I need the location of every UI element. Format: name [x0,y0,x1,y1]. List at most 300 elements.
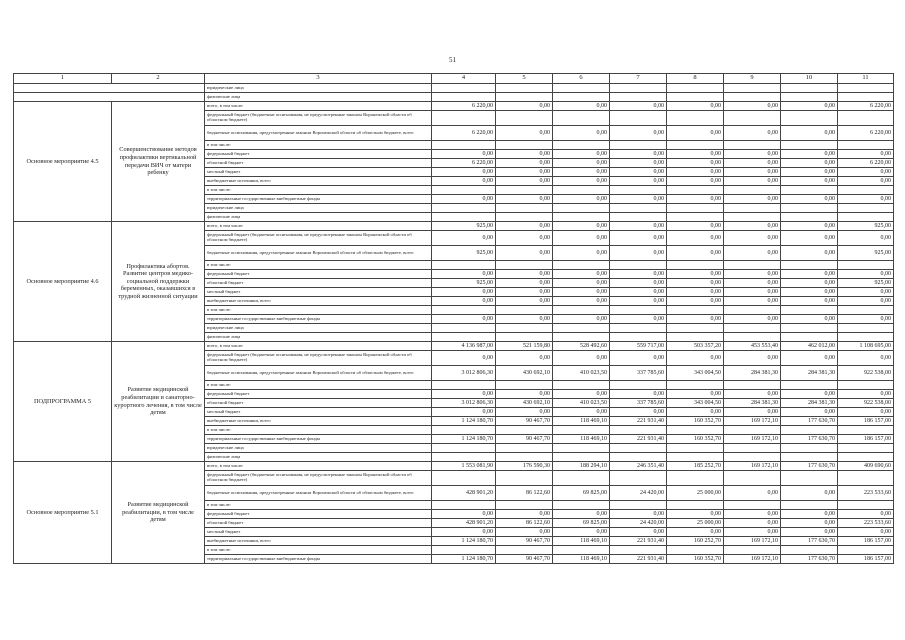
value-cell: 0,00 [496,528,553,537]
value-cell [667,204,724,213]
value-cell: 462 012,00 [781,342,838,351]
indicator-label: местный бюджет [205,288,432,297]
program-title-cell: Развитие медицинской реабилитации, в том числе детям [112,462,205,564]
value-cell: 0,00 [667,408,724,417]
value-cell: 1 108 695,00 [838,342,894,351]
indicator-label: территориальные государственные внебюджетные фонды [205,435,432,444]
program-title-cell: Развитие медицинской реабилитации и санаторно-курортного лечения, в том числе детям [112,342,205,462]
indicator-label: областной бюджет [205,399,432,408]
value-cell: 0,00 [781,150,838,159]
value-cell: 925,00 [838,279,894,288]
value-cell [610,324,667,333]
value-cell: 0,00 [667,126,724,141]
value-cell: 0,00 [496,102,553,111]
value-cell: 0,00 [724,126,781,141]
indicator-label: бюджетные ассигнования, предусмотренные законом Воронежской области об областном бюджете, всего [205,486,432,501]
value-cell: 0,00 [724,486,781,501]
value-cell [724,471,781,486]
value-cell [781,333,838,342]
value-cell: 0,00 [553,297,610,306]
value-cell: 223 533,60 [838,519,894,528]
value-cell: 90 467,70 [496,537,553,546]
value-cell [781,93,838,102]
value-cell: 0,00 [667,279,724,288]
value-cell: 0,00 [667,510,724,519]
value-cell: 0,00 [610,270,667,279]
indicator-label: внебюджетные источники, всего [205,297,432,306]
value-cell: 6 220,00 [838,126,894,141]
value-cell [838,546,894,555]
value-cell [553,141,610,150]
value-cell: 0,00 [610,528,667,537]
value-cell [724,324,781,333]
value-cell: 430 692,10 [496,366,553,381]
value-cell [838,111,894,126]
value-cell [781,471,838,486]
value-cell: 169 172,10 [724,462,781,471]
value-cell: 0,00 [496,159,553,168]
value-cell [496,501,553,510]
value-cell: 0,00 [610,288,667,297]
value-cell: 86 122,60 [496,486,553,501]
value-cell: 453 553,40 [724,342,781,351]
indicator-label: в том числе: [205,501,432,510]
indicator-label: федеральный бюджет (бюджетные ассигнования, не предусмотренные законом Воронежской области об областном бюджете) [205,471,432,486]
value-cell: 177 630,70 [781,537,838,546]
value-cell: 118 469,10 [553,417,610,426]
indicator-label: местный бюджет [205,528,432,537]
value-cell [553,444,610,453]
column-number-8: 8 [667,74,724,84]
value-cell: 90 467,70 [496,435,553,444]
value-cell: 169 172,10 [724,435,781,444]
value-cell [610,111,667,126]
value-cell: 0,00 [781,231,838,246]
value-cell: 0,00 [553,195,610,204]
value-cell: 0,00 [553,222,610,231]
value-cell [610,444,667,453]
value-cell: 337 785,60 [610,366,667,381]
value-cell: 0,00 [553,390,610,399]
value-cell: 169 172,10 [724,537,781,546]
table-body [14,74,894,564]
value-cell [781,381,838,390]
value-cell: 0,00 [432,270,496,279]
value-cell [553,111,610,126]
indicator-label: федеральный бюджет [205,270,432,279]
program-title-cell: Профилактика абортов. Развитие центров медико-социальной поддержки беременных, оказавшихся в трудной жизненной ситуации [112,222,205,342]
value-cell: 0,00 [432,351,496,366]
value-cell [781,453,838,462]
value-cell: 0,00 [610,390,667,399]
value-cell: 0,00 [781,528,838,537]
value-cell: 0,00 [781,408,838,417]
value-cell: 0,00 [553,408,610,417]
value-cell: 0,00 [432,288,496,297]
value-cell: 3 012 806,30 [432,366,496,381]
value-cell: 0,00 [838,195,894,204]
value-cell: 0,00 [667,297,724,306]
indicator-label: федеральный бюджет [205,390,432,399]
value-cell: 0,00 [724,168,781,177]
value-cell [610,501,667,510]
value-cell: 0,00 [724,246,781,261]
value-cell: 0,00 [432,150,496,159]
value-cell: 0,00 [432,510,496,519]
value-cell: 0,00 [610,246,667,261]
value-cell [667,453,724,462]
value-cell [610,426,667,435]
indicator-label: юридические лица [205,444,432,453]
value-cell: 521 159,80 [496,342,553,351]
value-cell [553,333,610,342]
value-cell: 118 469,10 [553,435,610,444]
value-cell: 0,00 [667,351,724,366]
value-cell: 0,00 [610,231,667,246]
value-cell [553,471,610,486]
value-cell: 0,00 [667,222,724,231]
value-cell: 4 136 987,00 [432,342,496,351]
value-cell: 0,00 [432,297,496,306]
empty-cell [14,84,205,93]
value-cell: 160 352,70 [667,555,724,564]
value-cell [667,444,724,453]
value-cell: 169 172,10 [724,417,781,426]
value-cell: 0,00 [610,177,667,186]
value-cell: 0,00 [553,102,610,111]
value-cell: 0,00 [432,408,496,417]
value-cell: 6 220,00 [838,102,894,111]
value-cell: 177 630,70 [781,555,838,564]
value-cell: 0,00 [724,408,781,417]
value-cell: 118 469,10 [553,537,610,546]
value-cell: 0,00 [838,168,894,177]
value-cell [496,324,553,333]
value-cell [781,501,838,510]
value-cell [432,186,496,195]
value-cell [432,306,496,315]
value-cell: 90 467,70 [496,555,553,564]
value-cell [838,204,894,213]
value-cell [496,204,553,213]
value-cell [838,444,894,453]
indicator-label: федеральный бюджет [205,150,432,159]
value-cell [496,471,553,486]
value-cell: 410 023,50 [553,366,610,381]
value-cell: 0,00 [553,150,610,159]
value-cell [667,186,724,195]
value-cell: 177 630,70 [781,435,838,444]
value-cell [432,453,496,462]
value-cell [496,453,553,462]
value-cell: 528 492,60 [553,342,610,351]
value-cell: 177 630,70 [781,462,838,471]
value-cell: 0,00 [610,351,667,366]
value-cell: 0,00 [667,150,724,159]
value-cell [496,141,553,150]
value-cell: 0,00 [781,102,838,111]
value-cell [724,333,781,342]
value-cell [724,84,781,93]
value-cell [553,501,610,510]
value-cell: 186 157,00 [838,417,894,426]
value-cell [724,546,781,555]
value-cell: 25 000,00 [667,486,724,501]
value-cell: 24 420,00 [610,486,667,501]
value-cell [667,501,724,510]
indicator-label: бюджетные ассигнования, предусмотренные законом Воронежской области об областном бюджете, всего [205,126,432,141]
value-cell: 1 553 081,90 [432,462,496,471]
value-cell: 0,00 [667,102,724,111]
table-row [14,93,894,102]
value-cell [781,84,838,93]
value-cell [838,501,894,510]
indicator-label: бюджетные ассигнования, предусмотренные законом Воронежской области об областном бюджете, всего [205,366,432,381]
indicator-label: физические лица [205,453,432,462]
value-cell: 0,00 [781,270,838,279]
value-cell [432,141,496,150]
value-cell: 0,00 [553,510,610,519]
value-cell: 0,00 [432,195,496,204]
value-cell [781,204,838,213]
value-cell [496,186,553,195]
indicator-label: внебюджетные источники, всего [205,177,432,186]
value-cell: 0,00 [724,510,781,519]
value-cell [553,261,610,270]
value-cell [496,546,553,555]
column-number-6: 6 [553,74,610,84]
value-cell [553,93,610,102]
value-cell: 0,00 [496,177,553,186]
table-row [14,84,894,93]
value-cell: 0,00 [496,195,553,204]
value-cell [724,111,781,126]
indicator-label: областной бюджет [205,519,432,528]
value-cell [781,324,838,333]
value-cell [610,333,667,342]
value-cell [724,93,781,102]
value-cell [781,141,838,150]
value-cell: 0,00 [610,126,667,141]
value-cell: 0,00 [667,246,724,261]
value-cell [432,426,496,435]
value-cell [838,453,894,462]
value-cell [724,141,781,150]
value-cell: 0,00 [667,528,724,537]
value-cell [667,213,724,222]
value-cell: 343 004,50 [667,366,724,381]
indicator-label: всего, в том числе: [205,102,432,111]
value-cell: 0,00 [610,195,667,204]
value-cell [610,213,667,222]
value-cell: 0,00 [667,195,724,204]
value-cell: 0,00 [610,315,667,324]
value-cell: 0,00 [724,159,781,168]
value-cell [781,546,838,555]
value-cell: 0,00 [724,177,781,186]
value-cell: 284 381,30 [724,399,781,408]
value-cell [724,444,781,453]
value-cell [610,381,667,390]
value-cell: 1 124 180,70 [432,537,496,546]
value-cell: 925,00 [432,279,496,288]
value-cell [838,306,894,315]
value-cell: 0,00 [432,315,496,324]
value-cell [667,261,724,270]
indicator-label: внебюджетные источники, всего [205,417,432,426]
value-cell: 69 825,00 [553,519,610,528]
value-cell: 0,00 [724,222,781,231]
value-cell [553,186,610,195]
value-cell: 0,00 [432,390,496,399]
value-cell: 284 381,30 [724,366,781,381]
indicator-label: внебюджетные источники, всего [205,537,432,546]
indicator-label: в том числе: [205,306,432,315]
value-cell: 0,00 [724,528,781,537]
indicator-label: в том числе: [205,426,432,435]
indicator-label: юридические лица [205,84,432,93]
value-cell: 284 381,30 [781,399,838,408]
value-cell [432,213,496,222]
value-cell: 0,00 [667,177,724,186]
value-cell [724,426,781,435]
value-cell: 0,00 [610,222,667,231]
value-cell [432,324,496,333]
value-cell [838,324,894,333]
value-cell: 343 004,50 [667,399,724,408]
value-cell [838,333,894,342]
value-cell: 0,00 [838,270,894,279]
value-cell: 0,00 [667,168,724,177]
value-cell: 221 931,40 [610,417,667,426]
value-cell: 69 825,00 [553,486,610,501]
indicator-label: всего, в том числе: [205,342,432,351]
column-number-7: 7 [610,74,667,84]
value-cell: 0,00 [838,528,894,537]
indicator-label: территориальные государственные внебюджетные фонды [205,315,432,324]
value-cell: 0,00 [553,177,610,186]
program-code-cell: ПОДПРОГРАММА 5 [14,342,112,462]
program-code-cell: Основное мероприятие 4.5 [14,102,112,222]
value-cell: 0,00 [724,519,781,528]
value-cell: 0,00 [667,288,724,297]
value-cell [667,333,724,342]
value-cell: 0,00 [496,279,553,288]
value-cell [496,444,553,453]
value-cell: 0,00 [667,270,724,279]
value-cell: 925,00 [838,222,894,231]
value-cell [610,186,667,195]
value-cell [781,444,838,453]
value-cell: 410 023,50 [553,399,610,408]
indicator-label: территориальные государственные внебюджетные фонды [205,555,432,564]
value-cell: 1 124 180,70 [432,417,496,426]
column-number-10: 10 [781,74,838,84]
value-cell [432,333,496,342]
value-cell: 188 294,10 [553,462,610,471]
value-cell: 221 931,40 [610,555,667,564]
value-cell: 0,00 [781,159,838,168]
column-number-row [14,74,894,84]
value-cell [724,381,781,390]
value-cell [610,306,667,315]
value-cell: 186 157,00 [838,555,894,564]
value-cell [838,84,894,93]
value-cell [496,333,553,342]
value-cell: 0,00 [781,351,838,366]
value-cell: 0,00 [496,231,553,246]
value-cell [610,453,667,462]
value-cell [781,213,838,222]
value-cell: 337 785,60 [610,399,667,408]
table-row [14,342,894,351]
value-cell [610,204,667,213]
value-cell: 0,00 [496,150,553,159]
indicator-label: в том числе: [205,141,432,150]
value-cell: 0,00 [553,168,610,177]
budget-table [13,73,894,564]
value-cell [496,93,553,102]
value-cell [724,213,781,222]
value-cell: 0,00 [667,231,724,246]
value-cell [667,546,724,555]
column-number-4: 4 [432,74,496,84]
value-cell [432,93,496,102]
indicator-label: федеральный бюджет (бюджетные ассигнования, не предусмотренные законом Воронежской области об областном бюджете) [205,351,432,366]
value-cell: 0,00 [781,279,838,288]
value-cell [667,93,724,102]
value-cell: 0,00 [496,408,553,417]
indicator-label: местный бюджет [205,168,432,177]
value-cell: 0,00 [610,102,667,111]
indicator-label: федеральный бюджет (бюджетные ассигнования, не предусмотренные законом Воронежской области об областном бюджете) [205,231,432,246]
value-cell: 0,00 [496,510,553,519]
value-cell: 0,00 [610,159,667,168]
value-cell: 6 220,00 [432,102,496,111]
value-cell: 0,00 [610,510,667,519]
value-cell: 0,00 [781,510,838,519]
value-cell: 0,00 [724,150,781,159]
value-cell: 0,00 [781,288,838,297]
value-cell [781,261,838,270]
value-cell: 186 157,00 [838,537,894,546]
value-cell: 0,00 [553,288,610,297]
value-cell [724,261,781,270]
value-cell: 0,00 [553,270,610,279]
value-cell [667,84,724,93]
value-cell: 0,00 [724,102,781,111]
table-row [14,462,894,471]
value-cell: 284 381,30 [781,366,838,381]
value-cell: 0,00 [724,288,781,297]
indicator-label: областной бюджет [205,159,432,168]
indicator-label: физические лица [205,93,432,102]
value-cell [610,93,667,102]
value-cell: 0,00 [553,315,610,324]
value-cell [781,186,838,195]
value-cell [838,141,894,150]
value-cell: 0,00 [496,297,553,306]
value-cell: 3 012 806,30 [432,399,496,408]
value-cell [496,306,553,315]
column-number-2: 2 [112,74,205,84]
value-cell: 0,00 [838,351,894,366]
value-cell [432,84,496,93]
value-cell [496,261,553,270]
value-cell: 0,00 [496,126,553,141]
value-cell [553,84,610,93]
value-cell: 0,00 [553,126,610,141]
